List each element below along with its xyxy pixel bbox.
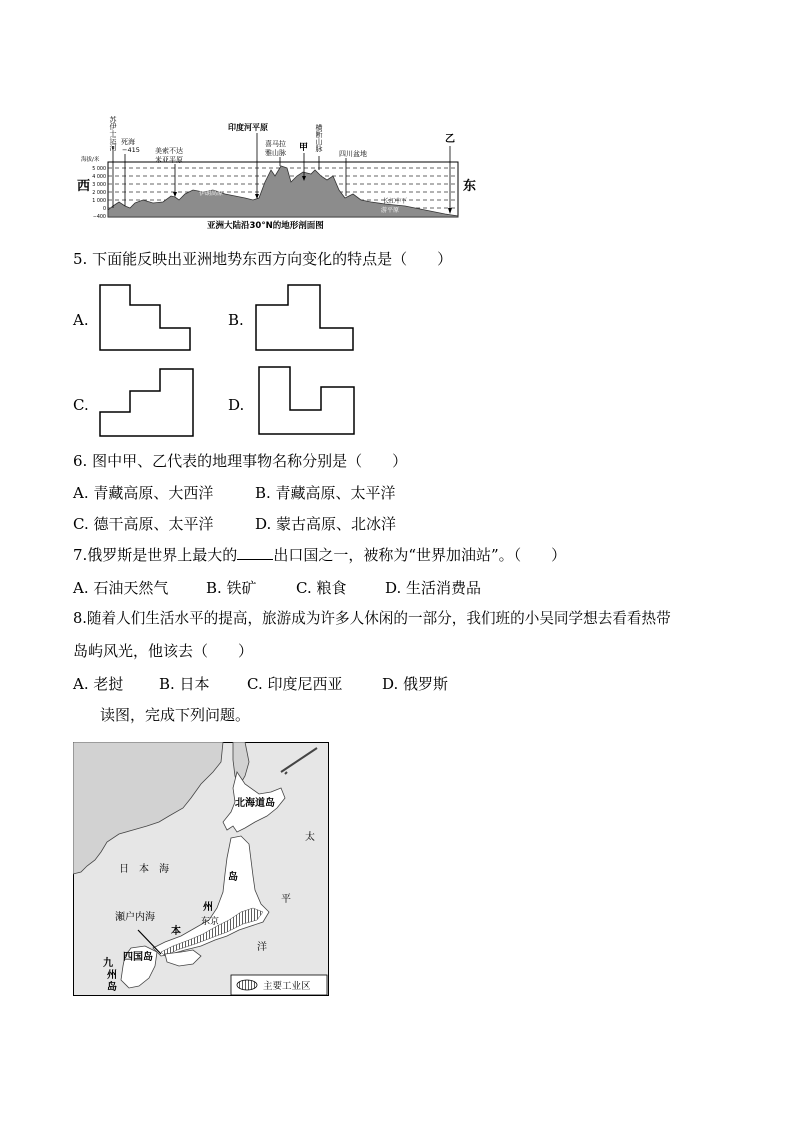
legend-label: 主要工业区 [263, 981, 311, 992]
dead-sea-depth: −415 [122, 146, 140, 154]
shikoku-label: 四国岛 [123, 952, 153, 963]
q7-option-d[interactable]: D. 生活消费品 [385, 579, 482, 597]
terrain-profile-figure [75, 110, 485, 232]
q7-option-b[interactable]: B. 铁矿 [206, 579, 257, 597]
himalaya-label-2: 雅山脉 [265, 149, 286, 157]
q6-option-c[interactable]: C. 德干高原、太平洋 [73, 515, 214, 533]
y-tick: 1 000 [92, 199, 106, 204]
sea-of-japan-label-2: 本 [139, 864, 149, 875]
sea-of-japan-label-3: 海 [159, 864, 169, 875]
q5-option-b-shape[interactable] [254, 283, 356, 353]
iran-label: 伊朗高原 [199, 190, 224, 197]
pacific-label-3: 洋 [257, 942, 267, 953]
honshu-label-2: 州 [203, 902, 213, 913]
pacific-label-1: 太 [305, 832, 315, 843]
y-tick: 0 [102, 207, 106, 212]
y-ticks [92, 166, 106, 220]
q5-option-a-shape[interactable] [98, 283, 194, 353]
east-label: 东 [463, 179, 477, 194]
q8-stem-line2: 岛屿风光，他该去（ ） [73, 642, 254, 660]
kyushu-label-3: 岛 [107, 982, 117, 993]
q7-stem [73, 545, 566, 565]
y-tick: 2 000 [92, 191, 106, 196]
q5-option-c-shape[interactable] [98, 367, 196, 439]
q7-stem-after: 出口国之一，被称为“世界加油站”。（ ） [273, 546, 567, 564]
y-tick: 3 000 [92, 183, 106, 188]
japan-map [73, 742, 329, 996]
seto-label: 瀬户内海 [115, 912, 155, 923]
q6-option-a[interactable]: A. 青藏高原、大西洋 [73, 484, 214, 502]
pacific-label-2: 平 [281, 894, 291, 905]
sichuan-label: 四川盆地 [339, 150, 367, 158]
tokyo-label: 东京 [201, 917, 220, 927]
kyushu-label-1: 九 [103, 958, 113, 969]
west-label: 西 [77, 179, 91, 194]
q7-blank[interactable] [237, 545, 273, 560]
q7-stem-before: 7.俄罗斯是世界上最大的 [73, 546, 238, 564]
q7-option-c[interactable]: C. 粮食 [296, 579, 347, 597]
q5-option-d-shape[interactable] [257, 365, 357, 437]
y-tick: 4 000 [92, 175, 106, 180]
y-tick: −400 [92, 215, 106, 220]
hokkaido-label: 北海道岛 [235, 798, 275, 809]
kyushu-label-2: 州 [107, 970, 117, 981]
hengduan-label: 横断山脉 [315, 124, 323, 152]
legend-swatch [237, 980, 257, 990]
q8-stem-line1: 8.随着人们生活水平的提高，旅游成为许多人休闲的一部分，我们班的小吴同学想去看看热带 [73, 610, 671, 627]
q5-option-b-label[interactable]: B. [228, 311, 244, 329]
q6-stem: 6. 图中甲、乙代表的地理事物名称分别是（ ） [73, 452, 408, 470]
q6-option-d[interactable]: D. 蒙古高原、北冰洋 [255, 515, 397, 533]
dead-sea-label: 死海 [121, 138, 135, 146]
y-tick: 5 000 [92, 167, 106, 172]
yi-label: 乙 [445, 134, 455, 145]
q5-option-d-label[interactable]: D. [228, 396, 245, 414]
himalaya-label: 喜马拉 [265, 140, 286, 148]
suez-label: 苏伊士运河 [109, 116, 117, 151]
q5-option-c-label[interactable]: C. [73, 396, 89, 414]
q8-option-a[interactable]: A. 老挝 [73, 675, 124, 693]
jia-label: 甲 [299, 143, 309, 153]
yangtze-label: 长江中下 [383, 198, 408, 205]
mesopotamia-label-2: 米亚平原 [155, 156, 183, 164]
mesopotamia-label: 美索不达 [155, 147, 183, 155]
q6-option-b[interactable]: B. 青藏高原、太平洋 [255, 484, 396, 502]
q8-option-b[interactable]: B. 日本 [159, 675, 210, 693]
indus-label: 印度河平原 [228, 123, 268, 132]
profile-title: 亚洲大陆沿30°N的地形剖面图 [207, 221, 324, 231]
honshu-label-1: 岛 [228, 872, 238, 883]
read-map-instruction: 读图，完成下列问题。 [100, 706, 251, 724]
sea-of-japan-label-1: 日 [119, 864, 129, 875]
y-axis-label: 海拔/米 [81, 157, 100, 163]
q5-stem: 5. 下面能反映出亚洲地势东西方向变化的特点是（ ） [73, 250, 453, 268]
honshu-label-3: 本 [171, 926, 181, 937]
q8-option-d[interactable]: D. 俄罗斯 [382, 675, 449, 693]
q5-option-a-label[interactable]: A. [73, 311, 89, 329]
q7-option-a[interactable]: A. 石油天然气 [73, 579, 169, 597]
q8-option-c[interactable]: C. 印度尼西亚 [247, 675, 343, 693]
yangtze-label-2: 游平原 [381, 207, 400, 214]
